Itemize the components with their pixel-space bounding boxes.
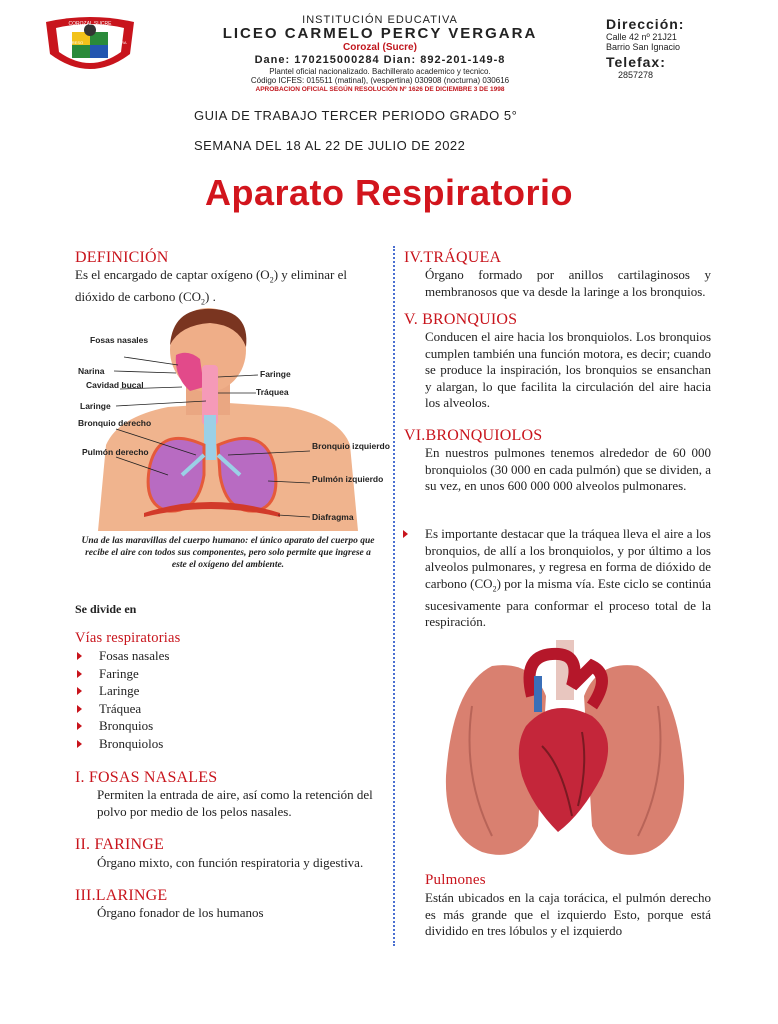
school-codes: Dane: 170215000284 Dian: 892-201-149-8 bbox=[254, 54, 506, 66]
definition-heading: DEFINICIÓN bbox=[75, 249, 169, 266]
section-fosas-text: Permiten la entrada de aire, así como la retención del polvo por medio de los pelos nasales. bbox=[97, 787, 373, 819]
school-icfes: Código ICFES: 015511 (matinal), (vespertina) 030908 (nocturna) 030616 bbox=[250, 76, 510, 85]
address-line1: Calle 42 nº 21J21 bbox=[606, 32, 677, 42]
section-bronquios-heading: V. BRONQUIOS bbox=[404, 311, 518, 328]
label-laringe: Laringe bbox=[80, 401, 111, 411]
school-crest-logo bbox=[42, 14, 138, 76]
list-item: Fosas nasales bbox=[75, 647, 169, 665]
label-bronquio-izquierdo: Bronquio izquierdo bbox=[312, 441, 390, 451]
respiratory-diagram bbox=[78, 305, 390, 531]
definition-text: Es el encargado de captar oxígeno $(O_2)$ y eliminar el dióxido de carbono $(CO_2)$ . bbox=[75, 267, 347, 307]
label-cavidad-bucal: Cavidad bucal bbox=[86, 380, 144, 390]
section-bronquiolos-heading: VI.BRONQUIOLOS bbox=[404, 427, 543, 444]
list-item: Bronquios bbox=[75, 717, 169, 735]
lungs-heart-illustration bbox=[442, 636, 688, 870]
label-diafragma: Diafragma bbox=[312, 512, 354, 522]
note-text: Es importante destacar que la tráquea lleva el aire a los bronquios, de allí a los bronquiolos, y por último a los alveolos pulmonares, y regresa en forma de dióxido de carbono $(CO_2)$ por la misma vía. Este ciclo se continúa sucesivamente para conformar el proceso total de la respiración. bbox=[425, 526, 711, 630]
school-name: LICEO CARMELO PERCY VERGARA bbox=[222, 25, 538, 42]
label-pulmon-derecho: Pulmón derecho bbox=[82, 447, 149, 457]
crest-left-text: PROGRESO bbox=[60, 40, 84, 45]
header-line1: INSTITUCIÓN EDUCATIVA bbox=[302, 14, 458, 26]
school-contact bbox=[606, 16, 716, 80]
label-bronquio-derecho: Bronquio derecho bbox=[78, 418, 152, 428]
section-bronquiolos-text: En nuestros pulmones tenemos alrededor de 60 000 bronquiolos (30 000 en cada pulmón) que se dividen, a su vez, en unos 600 000 000 alveolos pulmonares. bbox=[425, 445, 711, 493]
address-title: Dirección: bbox=[606, 16, 685, 32]
divide-label: Se divide en bbox=[75, 602, 137, 616]
list-item: Tráquea bbox=[75, 700, 169, 718]
section-faringe-heading: II. FARINGE bbox=[75, 836, 165, 853]
school-plantel: Plantel oficial nacionalizado. Bachillerato academico y tecnico. bbox=[269, 67, 491, 76]
section-traquea-heading: IV.TRÁQUEA bbox=[404, 249, 502, 266]
list-item: Faringe bbox=[75, 665, 169, 683]
diagram-caption: Una de las maravillas del cuerpo humano: el único aparato del cuerpo que recibe el aire con todos sus componentes, pero solo permite que ingrese a este el oxígeno del ambiente. bbox=[81, 536, 375, 570]
section-faringe-text: Órgano mixto, con función respiratoria y digestiva. bbox=[97, 855, 364, 870]
label-fosas-nasales: Fosas nasales bbox=[90, 335, 149, 345]
label-traquea: Tráquea bbox=[256, 387, 289, 397]
pulmones-heading: Pulmones bbox=[425, 872, 486, 888]
crest-top-text: COROZAL SUCRE bbox=[68, 21, 112, 27]
note-bullet-icon bbox=[403, 530, 408, 538]
label-pulmon-izquierdo: Pulmón izquierdo bbox=[312, 474, 384, 484]
section-traquea-text: Órgano formado por anillos cartilaginosos y membranosos que va desde la laringe a los bronquios. bbox=[425, 267, 711, 299]
telefax-title: Telefax: bbox=[606, 54, 666, 70]
section-fosas-heading: I. FOSAS NASALES bbox=[75, 769, 218, 786]
guide-subtitle: GUIA DE TRABAJO TERCER PERIODO GRADO 5° bbox=[194, 108, 518, 123]
list-item: Bronquiolos bbox=[75, 735, 169, 753]
list-item: Laringe bbox=[75, 682, 169, 700]
vias-list bbox=[75, 647, 169, 753]
crest-right-text: CULTURA bbox=[108, 40, 127, 45]
page-title: Aparato Respiratorio bbox=[204, 172, 574, 213]
school-approval: APROBACION OFICIAL SEGÚN RESOLUCIÓN Nº 1626 DE DICIEMBRE 3 DE 1998 bbox=[255, 86, 505, 93]
section-laringe-text: Órgano fonador de los humanos bbox=[97, 905, 264, 920]
section-laringe-heading: III.LARINGE bbox=[75, 887, 168, 904]
section-bronquios-text: Conducen el aire hacia los bronquiolos. Los bronquios cumplen también una función motora, es decir; cuando se produce la inspiración, los bronquios se ensanchan y alargan, lo que facilita la circulación del aire hacia los alveolos. bbox=[425, 329, 711, 410]
week-subtitle: SEMANA DEL 18 AL 22 DE JULIO DE 2022 bbox=[194, 138, 466, 153]
vias-heading: Vías respiratorias bbox=[75, 630, 181, 646]
school-header bbox=[160, 14, 600, 95]
label-narina: Narina bbox=[78, 366, 105, 376]
school-city: Corozal (Sucre) bbox=[343, 42, 417, 53]
column-divider bbox=[393, 246, 395, 946]
label-faringe: Faringe bbox=[260, 369, 291, 379]
telefax-number: 2857278 bbox=[618, 70, 654, 80]
address-line2: Barrio San Ignacio bbox=[606, 42, 681, 52]
pulmones-text: Están ubicados en la caja torácica, el pulmón derecho es más grande que el izquierdo Esto, porque está dividido en tres lóbulos y el izquierdo bbox=[425, 890, 711, 938]
